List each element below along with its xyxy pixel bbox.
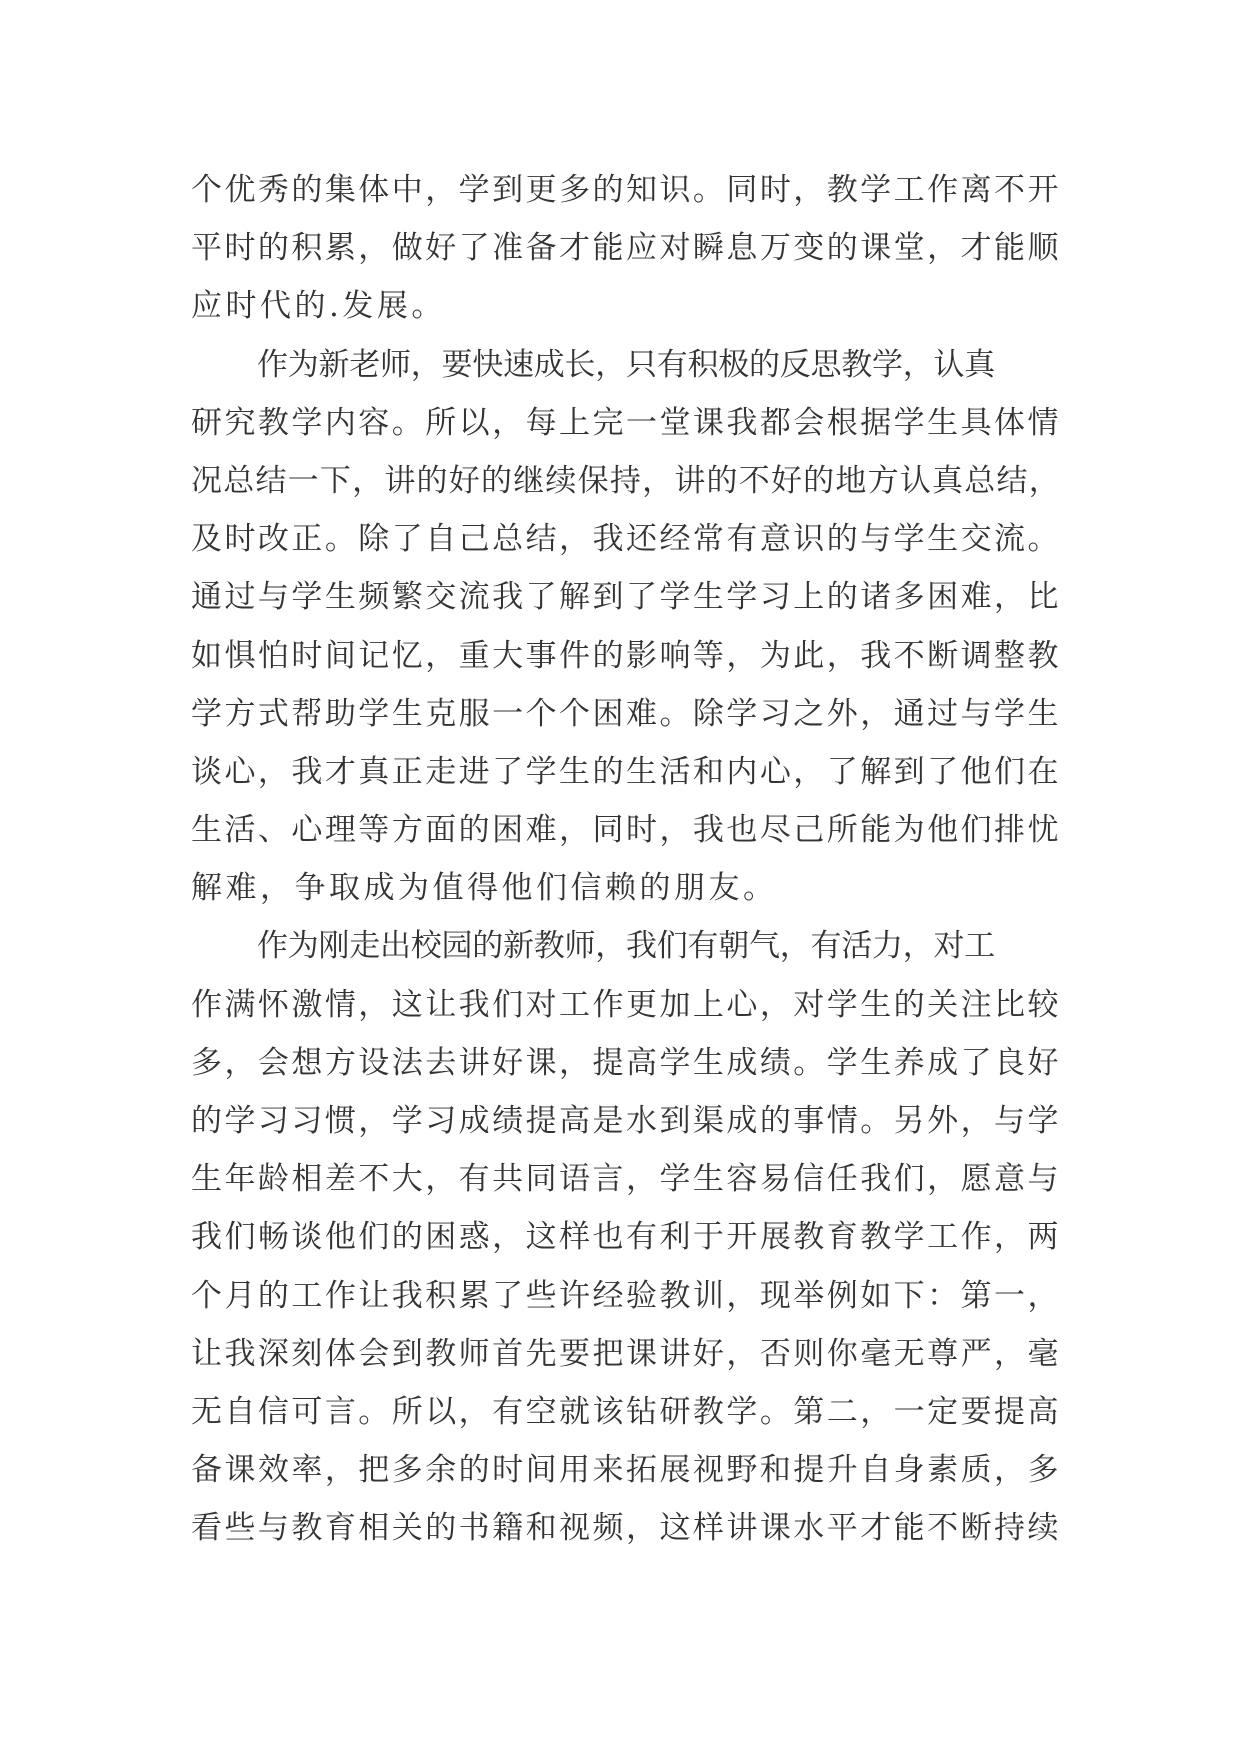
text-line: 作为新老师，要快速成长，只有积极的反思教学，认真 [257, 346, 995, 383]
text-line: 个月的工作让我积累了些许经验教训，现举例如下：第一， [191, 1277, 1061, 1314]
text-line: 无自信可言。所以，有空就该钻研教学。第二，一定要提高 [191, 1393, 1061, 1430]
text-line: 生活、心理等方面的困难，同时，我也尽己所能为他们排忧 [191, 812, 1061, 849]
text-line: 解难，争取成为值得他们信赖的朋友。 [191, 870, 778, 907]
text-line: 看些与教育相关的书籍和视频，这样讲课水平才能不断持续 [191, 1510, 1061, 1547]
text-line: 备课效率，把多余的时间用来拓展视野和提升自身素质，多 [191, 1452, 1061, 1489]
text-line: 通过与学生频繁交流我了解到了学生学习上的诸多困难，比 [191, 579, 1061, 616]
text-line: 让我深刻体会到教师首先要把课讲好，否则你毫无尊严，毫 [191, 1335, 1061, 1372]
text-line: 的学习习惯，学习成绩提高是水到渠成的事情。另外，与学 [191, 1103, 1061, 1139]
paragraph [191, 917, 1061, 1557]
text-line: 作为刚走出校园的新教师，我们有朝气，有活力，对工 [257, 928, 995, 965]
text-line: 我们畅谈他们的困惑，这样也有利于开展教育教学工作，两 [191, 1219, 1061, 1256]
body-text [191, 161, 1061, 1558]
text-line: 应时代的.发展。 [191, 288, 446, 325]
text-line: 学方式帮助学生克服一个个困难。除学习之外，通过与学生 [191, 695, 1061, 732]
text-line: 个优秀的集体中，学到更多的知识。同时，教学工作离不开 [191, 172, 1061, 208]
text-line: 如惧怕时间记忆，重大事件的影响等，为此，我不断调整教 [191, 637, 1061, 674]
text-line: 研究教学内容。所以，每上完一堂课我都会根据学生具体情 [191, 404, 1061, 441]
text-line: 谈心，我才真正走进了学生的生活和内心，了解到了他们在 [191, 753, 1061, 790]
text-line: 作满怀激情，这让我们对工作更加上心，对学生的关注比较 [191, 986, 1061, 1023]
text-line: 况总结一下，讲的好的继续保持，讲的不好的地方认真总结， [191, 462, 1061, 499]
text-line: 平时的积累，做好了准备才能应对瞬息万变的课堂，才能顺 [191, 230, 1061, 267]
paragraph [191, 336, 1061, 918]
paragraph [191, 161, 1061, 336]
text-line: 及时改正。除了自己总结，我还经常有意识的与学生交流。 [191, 521, 1061, 558]
text-line: 多，会想方设法去讲好课，提高学生成绩。学生养成了良好 [191, 1044, 1061, 1081]
text-line: 生年龄相差不大，有共同语言，学生容易信任我们，愿意与 [191, 1161, 1061, 1198]
